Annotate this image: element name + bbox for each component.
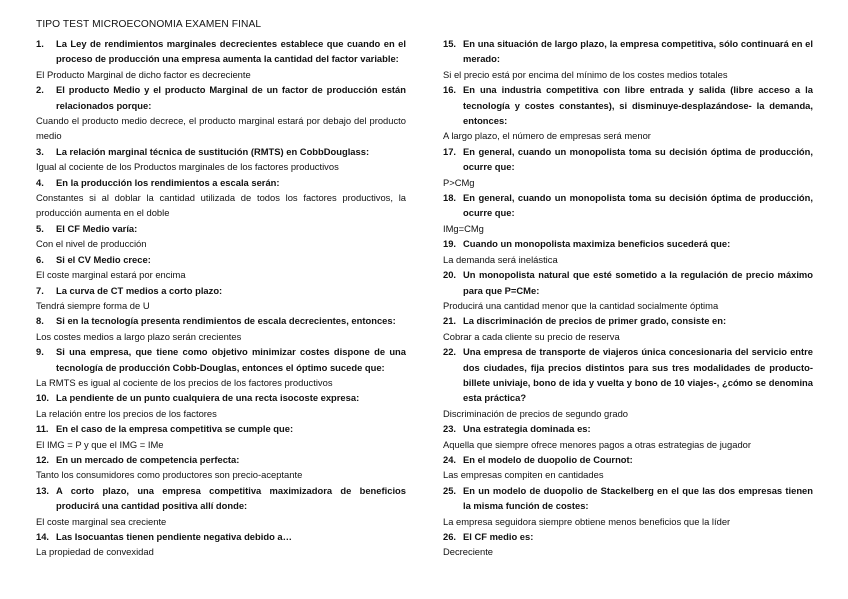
- question-item: [36, 82, 406, 113]
- question-number: 24.: [443, 453, 457, 465]
- answer-text: La propiedad de convexidad: [36, 546, 154, 558]
- question-item: [443, 452, 813, 467]
- question-item: [443, 267, 813, 298]
- question-text: Las Isocuantas tienen pendiente negativa debido a…: [56, 531, 292, 542]
- document-title: TIPO TEST MICROECONOMIA EXAMEN FINAL: [36, 19, 262, 30]
- question-item: [36, 390, 406, 405]
- answer-text: Igual al cociente de los Productos marginales de los factores productivos: [36, 161, 339, 173]
- question-number: 20.: [443, 269, 457, 281]
- answer-text: A largo plazo, el número de empresas será menor: [443, 130, 651, 142]
- question-item: [443, 529, 813, 544]
- question-text: En general, cuando un monopolista toma su decisión óptima de producción, ocurre que:: [463, 145, 813, 173]
- question-text: Si una empresa, que tiene como objetivo minimizar costes dispone de una tecnología de producción Cobb-Douglas, entonces el óptimo sucede que:: [56, 346, 406, 373]
- answer-text: Constantes si al doblar la cantidad utilizada de todos los factores productivos, la producción aumenta en el doble: [36, 192, 406, 219]
- answer-text: Los costes medios a largo plazo serán crecientes: [36, 330, 242, 342]
- question-item: [443, 82, 813, 128]
- question-text: En el modelo de duopolio de Cournot:: [463, 453, 633, 465]
- question-number: 3.: [36, 145, 44, 157]
- question-number: 15.: [443, 38, 457, 49]
- question-item: [36, 221, 406, 236]
- question-item: [443, 36, 813, 67]
- question-number: 8.: [36, 315, 44, 327]
- question-number: 13.: [36, 484, 50, 496]
- question-number: 25.: [443, 484, 457, 496]
- answer-text: La demanda será inelástica: [443, 253, 558, 265]
- question-text: La relación marginal técnica de sustitución (RMTS) en CobbDouglass:: [56, 145, 370, 157]
- question-number: 6.: [36, 253, 44, 265]
- answer-text: La RMTS es igual al cociente de los precios de los factores productivos: [36, 376, 333, 388]
- question-item: [36, 344, 406, 375]
- question-text: En una situación de largo plazo, la empresa competitiva, sólo continuará en el merado:: [463, 38, 813, 65]
- question-text: Si en la tecnología presenta rendimientos de escala decrecientes, entonces:: [56, 315, 396, 327]
- question-text: Cuando un monopolista maximiza beneficios sucederá que:: [463, 238, 731, 250]
- answer-text: Producirá una cantidad menor que la cantidad socialmente óptima: [443, 299, 719, 311]
- question-item: [443, 421, 813, 436]
- answer-text: El coste marginal sea creciente: [36, 515, 167, 527]
- question-text: En la producción los rendimientos a escala serán:: [56, 176, 280, 188]
- question-text: En un modelo de duopolio de Stackelberg en el que las dos empresas tienen la misma función de costes:: [463, 484, 813, 512]
- question-text: La Ley de rendimientos marginales decrecientes establece que cuando en el proceso de producción una empresa aumenta la cantidad del factor variable:: [56, 38, 406, 65]
- answer-text: El Producto Marginal de dicho factor es decreciente: [36, 68, 251, 80]
- question-number: 2.: [36, 84, 44, 96]
- question-item: [36, 144, 406, 159]
- question-text: En el caso de la empresa competitiva se cumple que:: [56, 423, 294, 435]
- question-text: La curva de CT medios a corto plazo:: [56, 284, 223, 296]
- answer-text: El coste marginal estará por encima: [36, 269, 186, 281]
- question-text: En una industria competitiva con libre entrada y salida (libre acceso a la tecnología y costes constantes), si disminuye-desplazándose- la demanda, entonces:: [463, 84, 813, 127]
- question-number: 4.: [36, 176, 44, 188]
- answer-text: Cobrar a cada cliente su precio de reserva: [443, 330, 620, 342]
- question-number: 22.: [443, 346, 457, 358]
- question-text: Una empresa de transporte de viajeros única concesionaria del servicio entre dos ciudades, fija precios distintos para sus tres modalidades de producto-billete univiaje, bono de ida y vuelta y bono de 10 viajes-, ¿cómo se denomina esta práctica?: [463, 346, 813, 404]
- question-text: Un monopolista natural que esté sometido a la regulación de precio máximo para que P=CMe:: [463, 269, 813, 296]
- question-item: [443, 190, 813, 221]
- question-text: En un mercado de competencia perfecta:: [56, 453, 240, 465]
- question-item: [36, 175, 406, 190]
- question-item: [36, 283, 406, 298]
- answer-text: Decreciente: [443, 546, 494, 558]
- question-number: 5.: [36, 222, 44, 234]
- question-number: 17.: [443, 145, 457, 157]
- right-column: [443, 36, 813, 560]
- answer-text: IMg=CMg: [443, 222, 484, 234]
- question-number: 19.: [443, 238, 457, 250]
- question-text: A corto plazo, una empresa competitiva maximizadora de beneficios producirá una cantidad positiva allí donde:: [56, 484, 406, 512]
- answer-text: Si el precio está por encima del mínimo de los costes medios totales: [443, 68, 728, 80]
- question-number: 10.: [36, 392, 50, 404]
- answer-text: P>CMg: [443, 176, 475, 188]
- question-text: Si el CV Medio crece:: [56, 253, 151, 265]
- answer-text: La empresa seguidora siempre obtiene menos beneficios que la líder: [443, 515, 731, 527]
- question-number: 9.: [36, 346, 44, 358]
- question-text: La discriminación de precios de primer grado, consiste en:: [463, 315, 727, 327]
- question-item: [443, 313, 813, 328]
- answer-text: El IMG = P y que el IMG = IMe: [36, 438, 164, 450]
- question-item: [36, 36, 406, 67]
- answer-text: Aquella que siempre ofrece menores pagos a otras estrategias de jugador: [443, 438, 751, 450]
- question-item: [36, 452, 406, 467]
- answer-text: La relación entre los precios de los factores: [36, 407, 217, 419]
- question-text: El producto Medio y el producto Marginal de un factor de producción están relacionados porque:: [56, 84, 406, 111]
- question-number: 7.: [36, 284, 44, 296]
- question-text: En general, cuando un monopolista toma su decisión óptima de producción, ocurre que:: [463, 192, 813, 219]
- question-number: 21.: [443, 315, 457, 327]
- answer-text: Tanto los consumidores como productores son precio-aceptante: [36, 469, 303, 481]
- question-item: [443, 144, 813, 175]
- answer-text: Con el nivel de producción: [36, 238, 147, 250]
- answer-text: Las empresas compiten en cantidades: [443, 469, 604, 481]
- question-number: 23.: [443, 423, 457, 435]
- question-number: 16.: [443, 84, 457, 96]
- question-number: 14.: [36, 531, 50, 542]
- question-item: [36, 483, 406, 514]
- question-text: El CF Medio varía:: [56, 222, 138, 234]
- question-text: La pendiente de un punto cualquiera de una recta isocoste expresa:: [56, 392, 360, 404]
- question-item: [443, 236, 813, 251]
- question-number: 11.: [36, 423, 49, 435]
- question-item: [36, 421, 406, 436]
- question-number: 12.: [36, 453, 50, 465]
- question-number: 1.: [36, 38, 44, 49]
- question-text: Una estrategia dominada es:: [463, 423, 591, 435]
- question-item: [36, 252, 406, 267]
- question-item: [36, 529, 406, 544]
- question-item: [36, 313, 406, 328]
- question-item: [443, 483, 813, 514]
- answer-text: Tendrá siempre forma de U: [36, 299, 150, 311]
- question-item: [443, 344, 813, 406]
- question-number: 26.: [443, 531, 457, 542]
- question-text: El CF medio es:: [463, 531, 534, 542]
- answer-text: Discriminación de precios de segundo grado: [443, 407, 629, 419]
- question-number: 18.: [443, 192, 457, 204]
- left-column: [36, 36, 406, 560]
- answer-text: Cuando el producto medio decrece, el producto marginal estará por debajo del producto medio: [36, 115, 406, 142]
